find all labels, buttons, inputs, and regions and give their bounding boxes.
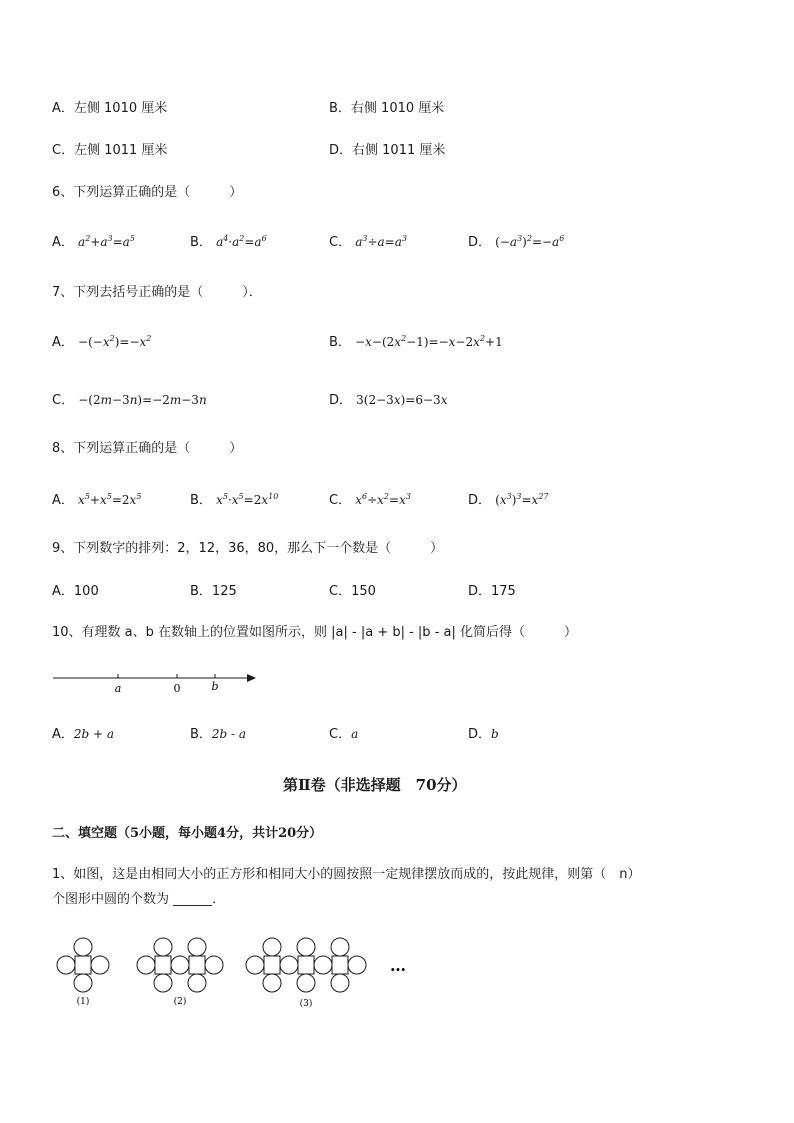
q10-option-d[interactable]: D．b [468, 727, 499, 742]
q5-option-b[interactable]: B．右侧 1010 厘米 [329, 101, 445, 116]
q5-option-a[interactable]: A．左侧 1010 厘米 [52, 101, 168, 116]
q8-option-b[interactable]: B． $x^5\cdot x^5=2x^{10}$ [190, 492, 279, 508]
figure3-circle-icon [331, 938, 349, 956]
q8-formula-d: $(x^3)^3=x^{27}$ [495, 492, 549, 507]
figure3-circle-icon [263, 938, 281, 956]
q8-formula-c: $x^6\div x^2=x^3$ [355, 492, 411, 507]
figure2-circle-icon [154, 938, 172, 956]
arrow-icon [247, 674, 256, 682]
figure2-circle-icon [188, 938, 206, 956]
figure3-circle-icon [348, 956, 366, 974]
q10-option-b[interactable]: B．2b - a [190, 727, 247, 742]
figure1-circle-icon [91, 956, 109, 974]
q7-option-d[interactable]: D． 3(2−3x)=6−3x [329, 393, 448, 408]
figure3-circle-icon [314, 956, 332, 974]
q8-option-a[interactable]: A． $x^5+x^5=2x^5$ [52, 492, 142, 508]
q9-option-c[interactable]: C．150 [329, 584, 376, 599]
pattern-figure [52, 936, 412, 1014]
label-zero: 0 [173, 682, 181, 695]
q6-option-a[interactable]: A． $a^2+a^3=a^5$ [52, 234, 135, 250]
q6-stem: 6、下列运算正确的是（ ） [52, 185, 243, 200]
figure3-circle-icon [331, 974, 349, 992]
q7-stem: 7、下列去括号正确的是（ ）． [52, 285, 262, 300]
figure1-label: (1) [76, 997, 90, 1007]
fill1-line1: 1、如图，这是由相同大小的正方形和相同大小的圆按照一定规律摆放而成的，按此规律，则第（ n） [52, 867, 641, 882]
figure1-circle-icon [74, 938, 92, 956]
figure3-circle-icon [263, 974, 281, 992]
figure3-circle-icon [297, 974, 315, 992]
figure2-circle-icon [154, 974, 172, 992]
figure2-square-icon [155, 956, 171, 974]
q7-option-c[interactable]: C． −(2m−3n)=−2m−3n [52, 393, 207, 408]
figure3-square-icon [298, 956, 314, 974]
q6-formula-c: $a^3\div a=a^3$ [355, 234, 407, 249]
figure3-circle-icon [280, 956, 298, 974]
q10-stem: 10、有理数 a、b 在数轴上的位置如图所示，则 |a| - |a + b| - |b - a| 化简后得（ ） [52, 625, 577, 640]
q10-option-a[interactable]: A．2b + a [52, 727, 115, 742]
q8-option-c[interactable]: C． $x^6\div x^2=x^3$ [329, 492, 411, 508]
label-a: a [114, 682, 122, 695]
figure3-circle-icon [297, 938, 315, 956]
q6-option-b[interactable]: B． $a^4\cdot a^2=a^6$ [190, 234, 267, 250]
figure3-label: (3) [299, 999, 313, 1009]
q8-formula-b: $x^5\cdot x^5=2x^{10}$ [216, 492, 279, 507]
q9-stem: 9、下列数字的排列：2，12，36，80，那么下一个数是（ ） [52, 541, 444, 556]
q7-formula-d: 3(2−3x)=6−3x [356, 393, 448, 407]
q8-formula-a: $x^5+x^5=2x^5$ [78, 492, 142, 507]
q5-option-c[interactable]: C．左侧 1011 厘米 [52, 143, 168, 158]
figure3-square-icon [332, 956, 348, 974]
q7-formula-a: $-(-x^2)=-x^2$ [78, 334, 152, 349]
figure2-circle-icon [171, 956, 189, 974]
number-line-figure [50, 668, 265, 698]
q7-option-b[interactable]: B． $-x-(2x^2-1)=-x-2x^2+1$ [329, 334, 503, 350]
q5-option-d[interactable]: D．右侧 1011 厘米 [329, 143, 446, 158]
section-fill-blank-title: 二、填空题（5小题，每小题4分，共计20分） [52, 826, 323, 841]
q9-option-a[interactable]: A．100 [52, 584, 99, 599]
q6-option-d[interactable]: D． $(-a^3)^2=-a^6$ [468, 234, 565, 250]
ellipsis: … [390, 956, 406, 975]
figure2-label: (2) [173, 997, 187, 1007]
q10-option-c[interactable]: C．a [329, 727, 359, 742]
figure1-circle-icon [74, 974, 92, 992]
figure1-square-icon [75, 956, 91, 974]
q8-option-d[interactable]: D． $(x^3)^3=x^{27}$ [468, 492, 549, 508]
q6-formula-b: $a^4\cdot a^2=a^6$ [216, 234, 267, 249]
q6-formula-a: $a^2+a^3=a^5$ [78, 234, 135, 249]
q9-option-b[interactable]: B．125 [190, 584, 237, 599]
q7-option-a[interactable]: A． $-(-x^2)=-x^2$ [52, 334, 152, 350]
figure2-square-icon [189, 956, 205, 974]
figure1-circle-icon [57, 956, 75, 974]
q6-formula-d: $(-a^3)^2=-a^6$ [495, 234, 565, 249]
q6-option-c[interactable]: C． $a^3\div a=a^3$ [329, 234, 407, 250]
figure3-circle-icon [246, 956, 264, 974]
part2-title: 第Ⅱ卷（非选择题 70分） [283, 776, 467, 794]
q7-formula-c: −(2m−3n)=−2m−3n [78, 393, 207, 407]
figure2-circle-icon [205, 956, 223, 974]
fill1-line2: 个图形中圆的个数为 ______． [52, 892, 226, 907]
figure2-circle-icon [188, 974, 206, 992]
q7-formula-b: $-x-(2x^2-1)=-x-2x^2+1$ [355, 334, 503, 349]
figure3-square-icon [264, 956, 280, 974]
q9-option-d[interactable]: D．175 [468, 584, 516, 599]
label-b: b [211, 680, 219, 693]
q8-stem: 8、下列运算正确的是（ ） [52, 441, 243, 456]
figure2-circle-icon [137, 956, 155, 974]
